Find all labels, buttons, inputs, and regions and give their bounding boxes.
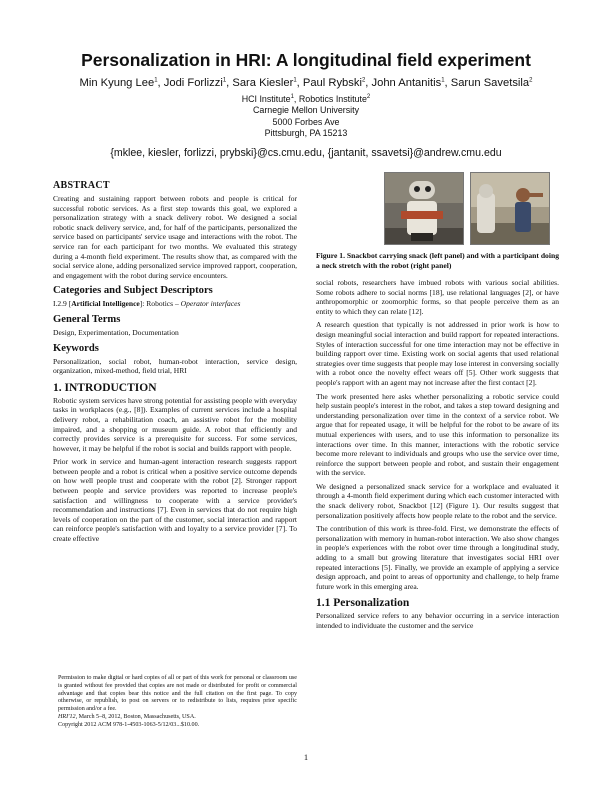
street-address: 5000 Forbes Ave — [272, 116, 340, 127]
keywords-heading: Keywords — [53, 342, 99, 354]
abstract-heading: ABSTRACT — [53, 180, 110, 191]
author-list: Min Kyung Lee$^1$, Jodi Forlizzi$^1$, Sara Kiesler$^1$, Paul Rybski$^2$, John Antanitis$^1$, Sarun Savetsila$^2$ — [79, 77, 533, 89]
abstract-text: Creating and sustaining rapport between robots and people is critical for successful robotic services. As a first step towards this goal, we explored a personalization strategy with a snack delivery robot. We designed a social robotic snack delivery service, and, for half of the participants, personalized the service based on participants' service usage and interactions with the robot. The service ran for each participant for two months. We evaluated this strategy during a 4-month field experiment. The results show that, as compared with the social service alone, adding personalized service improved rapport, cooperation, and engagement with the robot during service encounters. — [53, 194, 297, 280]
body-paragraph: We designed a personalized snack service for a workplace and evaluated it through a 4-month field experiment during which each customer interacted with the snack delivery robot, Snackbot [12] (Figure 1). Our results suggest that personalization positively affects how people relate to the robot and the service. — [316, 481, 559, 520]
body-paragraph: The work presented here asks whether personalizing a robotic service could help sustain people's interest in the robot, and takes a step toward designing and understanding personalization over time in the context of a service robot. We argue that for repeated usage, it will be helpful for the robot to be aware of its mutual experiences with users, and to use this information to personalize its interactions over time. In this manner, interactions with the robotic service become more relevant to individuals and groups who use the service over time, reinforce the support between people and robot, and sustain their engagement with the service. — [316, 391, 559, 478]
intro-paragraph: Robotic system services have strong potential for assisting people with everyday tasks in workplaces (e.g., [8]). Examples of current services include a hospital delivery robot, a rehabilitation coach, an assistive robot for the mobility impaired, and a shopping or museum guide. A robot that efficiently and correctly provides service is a prerequisite for success. For some services, however, it may be helpful if the robot is social and builds rapport with people. — [53, 395, 297, 453]
institutes: HCI Institute$^1$, Robotics Institute$^2$ — [241, 94, 371, 104]
university: Carnegie Mellon University — [252, 105, 360, 116]
general-terms-text: Design, Experimentation, Documentation — [53, 327, 179, 337]
introduction-heading: 1. INTRODUCTION — [53, 381, 157, 394]
left-column — [53, 180, 297, 548]
author: Sarun Savetsila$^2$ — [450, 77, 533, 89]
author: John Antanitis$^1$ — [371, 77, 445, 89]
body-paragraph: social robots, researchers have imbued robots with various social abilities. Some robots adhere to social norms [18], use relational languages [2], or have anthropomorphic or zoomorphic forms, so that people perceive them as an entity to which they can relate [12]. — [316, 278, 559, 316]
right-column — [316, 278, 559, 635]
personalization-heading: 1.1 Personalization — [316, 597, 410, 610]
participant-stretch-photo — [470, 172, 550, 245]
author: Jodi Forlizzi$^1$ — [163, 77, 227, 89]
paper-title: Personalization in HRI: A longitudinal field experiment — [81, 50, 531, 70]
snackbot-photo — [384, 172, 464, 245]
figure-caption: Figure 1. Snackbot carrying snack (left panel) and with a participant doing a neck stretch with the robot (right panel) — [316, 251, 559, 270]
categories-heading: Categories and Subject Descriptors — [53, 285, 213, 297]
affiliation-block — [100, 94, 512, 139]
author: Sara Kiesler$^1$ — [232, 77, 297, 89]
keywords-text: Personalization, social robot, human-robot interaction, service design, organization, mixed-method, field trial, HRI — [53, 356, 297, 376]
figure-1 — [384, 172, 550, 245]
author-emails: {mklee, kiesler, forlizzi, prybski}@cs.cmu.edu, {jantanit, ssavetsi}@andrew.cmu.edu — [110, 147, 502, 159]
body-paragraph: A research question that typically is not addressed in prior work is how to design meaningful social interaction and build rapport for repeated interactions. Styles of interaction successful for one time interaction may not be effective in building rapport over time. Existing work on social agents that used relational strategies over time suggests that people may lose interest in conversing socially with a robot once the novelty effect wears off [5]. Other work suggests that people's rapport with an agent may not increase after the first contact [2]. — [316, 320, 559, 387]
author: Min Kyung Lee$^1$ — [79, 77, 158, 89]
permission-footnote — [58, 675, 297, 730]
city-address: Pittsburgh, PA 15213 — [264, 127, 348, 138]
intro-paragraph: Prior work in service and human-agent interaction research suggests rapport between people and a robot is critical when a positive service outcome depends on how well people trust and cooperate with the robot [2]. Stronger rapport between people and service providers was reported to increase people's satisfaction and willingness to cooperate with a service provider's recommendation and instructions [7]. Even in services that do not require high levels of cooperation on the part of the customer, social interaction and rapport can reinforce people's satisfaction with and loyalty to a service provider [7]. To create effective — [53, 457, 297, 544]
permission-text: Permission to make digital or hard copies of all or part of this work for personal or classroom use is granted without fee provided that copies are not made or distributed for profit or commercial advantage and that copies bear this notice and the full citation on the first page. To copy otherwise, or republish, to post on servers or to redistribute to lists, requires prior specific permission and/or a fee. — [58, 675, 297, 713]
author: Paul Rybski$^2$ — [302, 77, 366, 89]
categories-text: I.2.9 [Artificial Intelligence]: Robotics – Operator interfaces — [53, 299, 241, 309]
copyright-text: Copyright 2012 ACM 978-1-4503-1063-5/12/03...$10.00. — [58, 721, 200, 728]
page-number: 1 — [303, 752, 309, 762]
body-paragraph: Personalized service refers to any behavior occurring in a service interaction intended to individuate the customer and the service — [316, 611, 559, 630]
general-terms-heading: General Terms — [53, 313, 121, 325]
conference-info: HRI'12, March 5–8, 2012, Boston, Massachusetts, USA. — [58, 713, 196, 720]
body-paragraph: The contribution of this work is three-fold. First, we demonstrate the effects of personalization with memory in human-robot interaction. We also show changes in people's experiences with the robot over time through a longitudinal study, adding to a small but growing literature that investigates social HRI over repeated interactions [5]. Finally, we provide an example of applying a service design approach, and point to areas of opportunity and challenge, to help frame future work in this emerging area. — [316, 524, 559, 591]
